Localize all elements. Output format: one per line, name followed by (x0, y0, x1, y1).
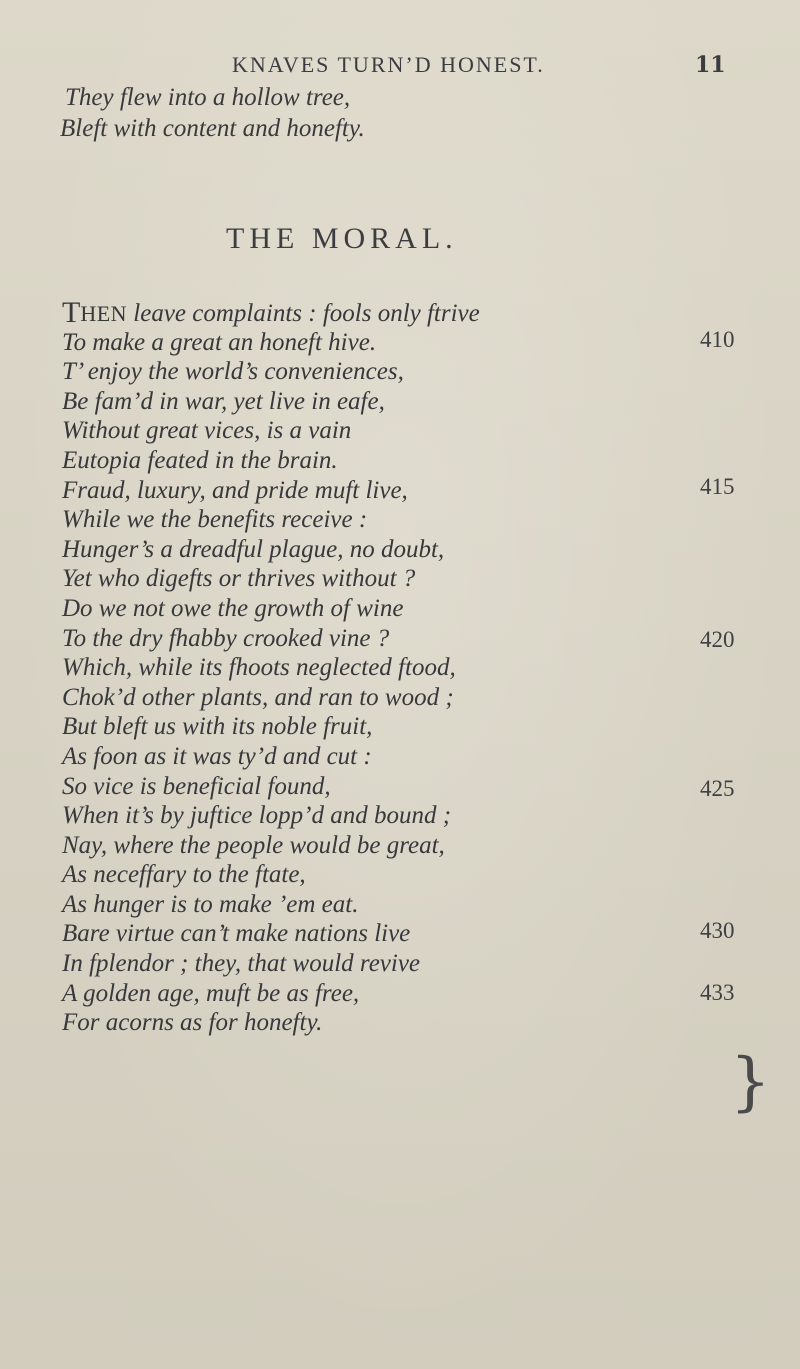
verse-line: Nay, where the people would be great, (62, 831, 445, 859)
section-title: THE MORAL. (226, 222, 458, 255)
line-number: 410 (700, 327, 735, 352)
page-number: 11 (695, 52, 726, 78)
verse-line: To the dry fhabby crooked vine ? (62, 624, 390, 652)
verse-line: Yet who digefts or thrives without ? (62, 565, 416, 593)
verse-line: Fraud, luxury, and pride muft live, (62, 476, 408, 504)
line-number: 425 (700, 776, 735, 801)
verse-line: So vice is beneficial found, (62, 772, 331, 800)
line-number: 420 (700, 627, 735, 652)
verse-line: But bleft us with its noble fruit, (62, 713, 373, 741)
verse-line: As neceffary to the ftate, (62, 861, 306, 889)
verse-line: A golden age, muft be as free, (62, 979, 360, 1007)
verse-line: Hunger’s a dreadful plague, no doubt, (62, 535, 445, 563)
verse-line: Do we not owe the growth of wine (62, 594, 404, 622)
verse-line (62, 298, 622, 328)
running-head-title: KNAVES TURN’D HONEST. (232, 52, 545, 77)
verse-line-rest: leave complaints : fools only ftrive (127, 300, 480, 327)
drop-initial: T (62, 296, 81, 329)
verse-line: Bleft with content and honefty. (60, 115, 365, 142)
verse-line: As foon as it was ty’d and cut : (62, 742, 372, 770)
verse-line: They flew into a hollow tree, (65, 84, 351, 111)
verse-line: While we the benefits receive : (62, 506, 368, 534)
verse-line: When it’s by juftice lopp’d and bound ; (62, 802, 452, 830)
verse-line: Bare virtue can’t make nations live (62, 920, 411, 948)
verse-line: Which, while its fhoots neglected ftood, (62, 654, 456, 682)
verse-line: Without great vices, is a vain (62, 417, 352, 445)
verse-line: In fplendor ; they, that would revive (62, 950, 421, 978)
verse-line: Be fam’d in war, yet live in eafe, (62, 387, 385, 415)
triplet-bracket-icon: } (730, 1045, 771, 1119)
line-number: 433 (700, 980, 735, 1005)
line-number: 415 (700, 474, 735, 499)
verse-line: Chok’d other plants, and ran to wood ; (62, 683, 454, 711)
verse-line: T’ enjoy the world’s conveniences, (62, 358, 404, 386)
verse-line: As hunger is to make ’em eat. (62, 890, 359, 918)
verse-line: To make a great an honeft hive. (62, 328, 377, 356)
small-caps-word: HEN (80, 301, 128, 326)
verse-line: Eutopia feated in the brain. (62, 446, 338, 474)
verse-line: For acorns as for honefty. (62, 1009, 323, 1037)
moral-poem (62, 298, 622, 1038)
line-number: 430 (700, 918, 735, 943)
opening-verse (60, 82, 365, 144)
